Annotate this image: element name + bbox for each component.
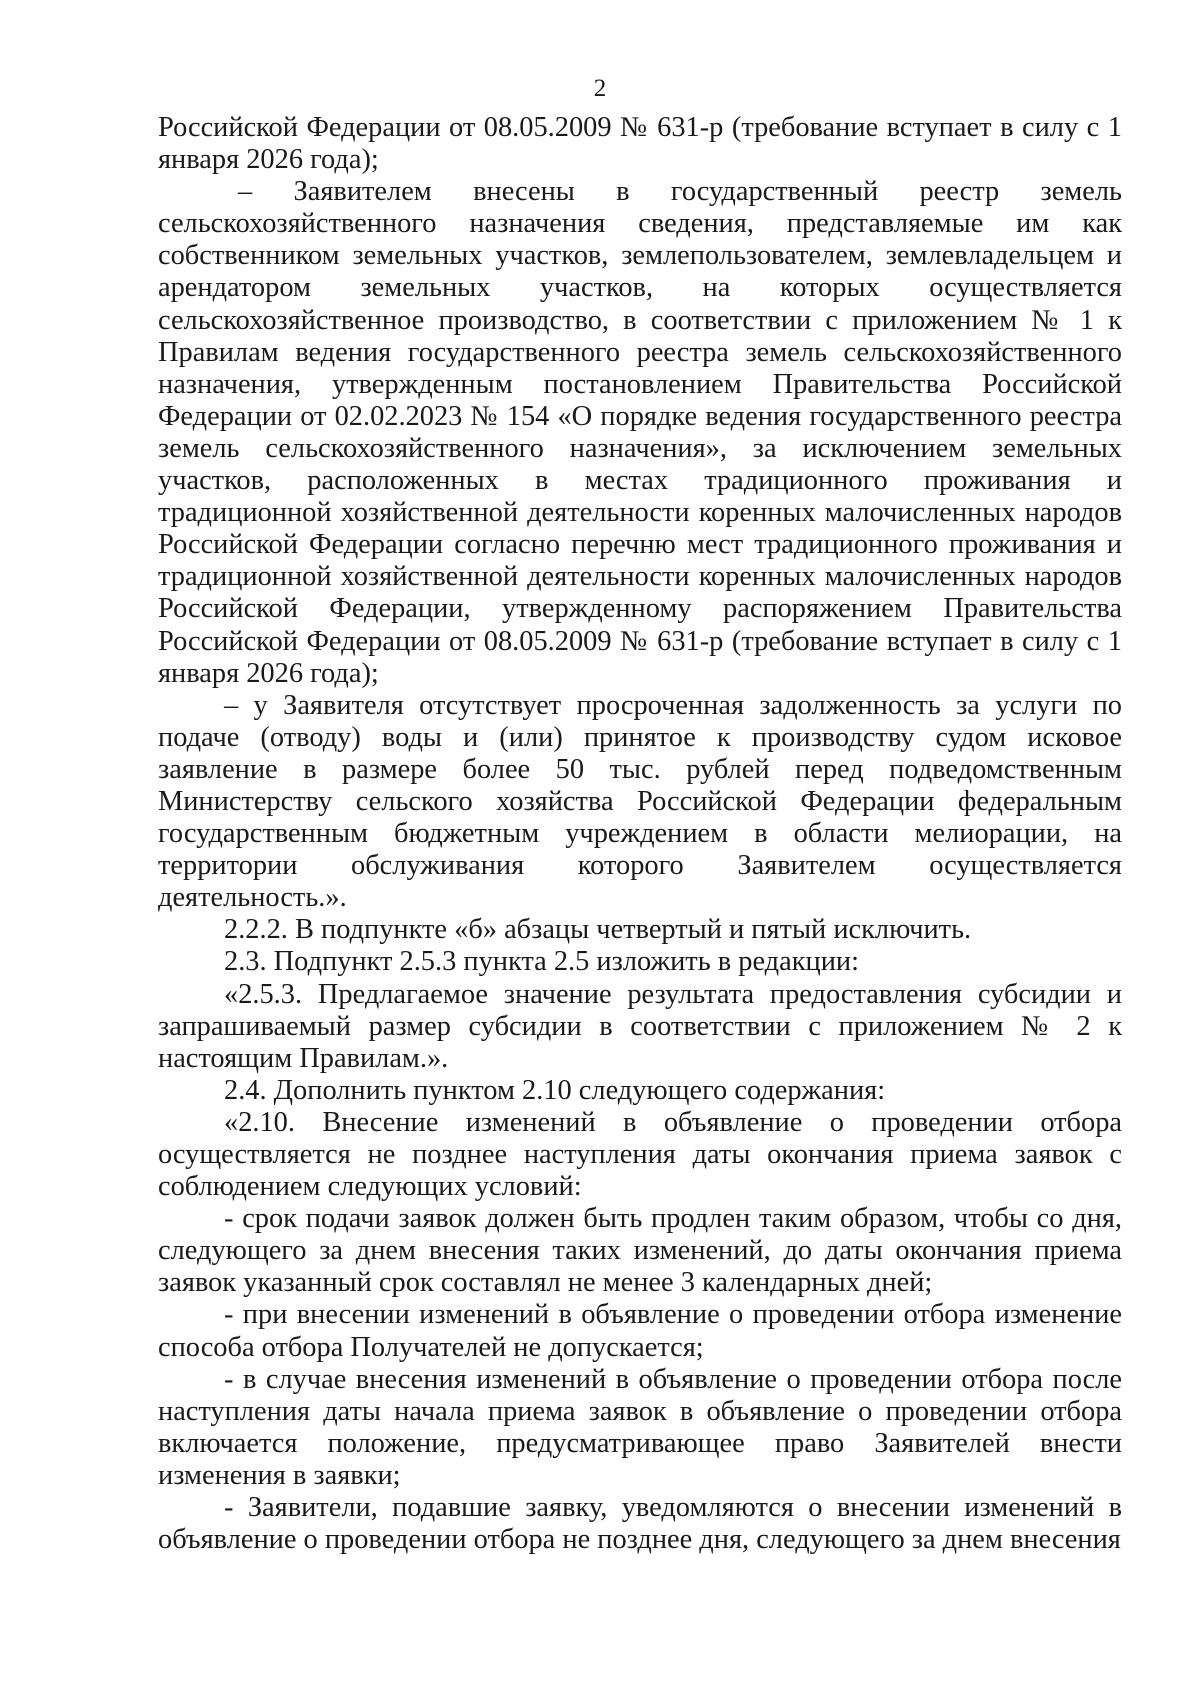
paragraph-continuation: Российской Федерации от 08.05.2009 № 631-р (требование вступает в силу с 1 января 2026 года); [158, 112, 1122, 176]
paragraph-2-3: 2.3. Подпункт 2.5.3 пункта 2.5 изложить в редакции: [224, 946, 859, 978]
paragraph-2-10: «2.10. Внесение изменений в объявление о проведении отбора осуществляется не позднее наступления даты окончания приема заявок с соблюдением следующих условий: [158, 1106, 1122, 1203]
document-body [158, 112, 1122, 1556]
paragraph-condition-changes: - в случае внесения изменений в объявление о проведении отбора после наступления даты начала приема заявок в объявление о проведении отбора включается положение, предусматривающее право Заявителей внести изменения в заявки; [158, 1363, 1122, 1491]
paragraph-condition-deadline: - срок подачи заявок должен быть продлен таким образом, чтобы со дня, следующего за днем внесения таких изменений, до даты окончания приема заявок указанный срок составлял не менее 3 календарных дней; [158, 1203, 1122, 1299]
paragraph-2-2-2: 2.2.2. В подпункте «б» абзацы четвертый и пятый исключить. [224, 914, 972, 946]
page-number: 2 [593, 75, 607, 102]
paragraph-2-5-3: «2.5.3. Предлагаемое значение результата предоставления субсидии и запрашиваемый размер субсидии в соответствии с приложением № 2 к настоящим Правилам.». [158, 978, 1122, 1074]
paragraph-condition-notification: - Заявители, подавшие заявку, уведомляются о внесении изменений в объявление о проведении отбора не позднее дня, следующего за днем внесения [158, 1492, 1122, 1556]
paragraph-condition-method: - при внесении изменений в объявление о проведении отбора изменение способа отбора Получателей не допускается; [158, 1299, 1122, 1363]
paragraph-2-4: 2.4. Дополнить пунктом 2.10 следующего содержания: [224, 1074, 886, 1106]
paragraph-registry-requirement: – Заявителем внесены в государственный реестр земель сельскохозяйственного назначения сведения, представляемые им как собственником земельных участков, землепользователем, землевладельцем и арендатором земельных участков, на которых осуществляется сельскохозяйственное производство, в соответствии с приложением № 1 к Правилам ведения государственного реестра земель сельскохозяйственного назначения, утвержденным постановлением Правительства Российской Федерации от 02.02.2023 № 154 «О порядке ведения государственного реестра земель сельскохозяйственного назначения», за исключением земельных участков, расположенных в местах традиционного проживания и традиционной хозяйственной деятельности коренных малочисленных народов Российской Федерации согласно перечню мест традиционного проживания и традиционной хозяйственной деятельности коренных малочисленных народов Российской Федерации, утвержденному распоряжением Правительства Российской Федерации от 08.05.2009 № 631-р (требование вступает в силу с 1 января 2026 года); [158, 176, 1122, 689]
paragraph-debt-requirement: – у Заявителя отсутствует просроченная задолженность за услуги по подаче (отводу) воды и (или) принятое к производству судом исковое заявление в размере более 50 тыс. рублей перед подведомственным Министерству сельского хозяйства Российской Федерации федеральным государственным бюджетным учреждением в области мелиорации, на территории обслуживания которого Заявителем осуществляется деятельность.». [158, 689, 1122, 914]
